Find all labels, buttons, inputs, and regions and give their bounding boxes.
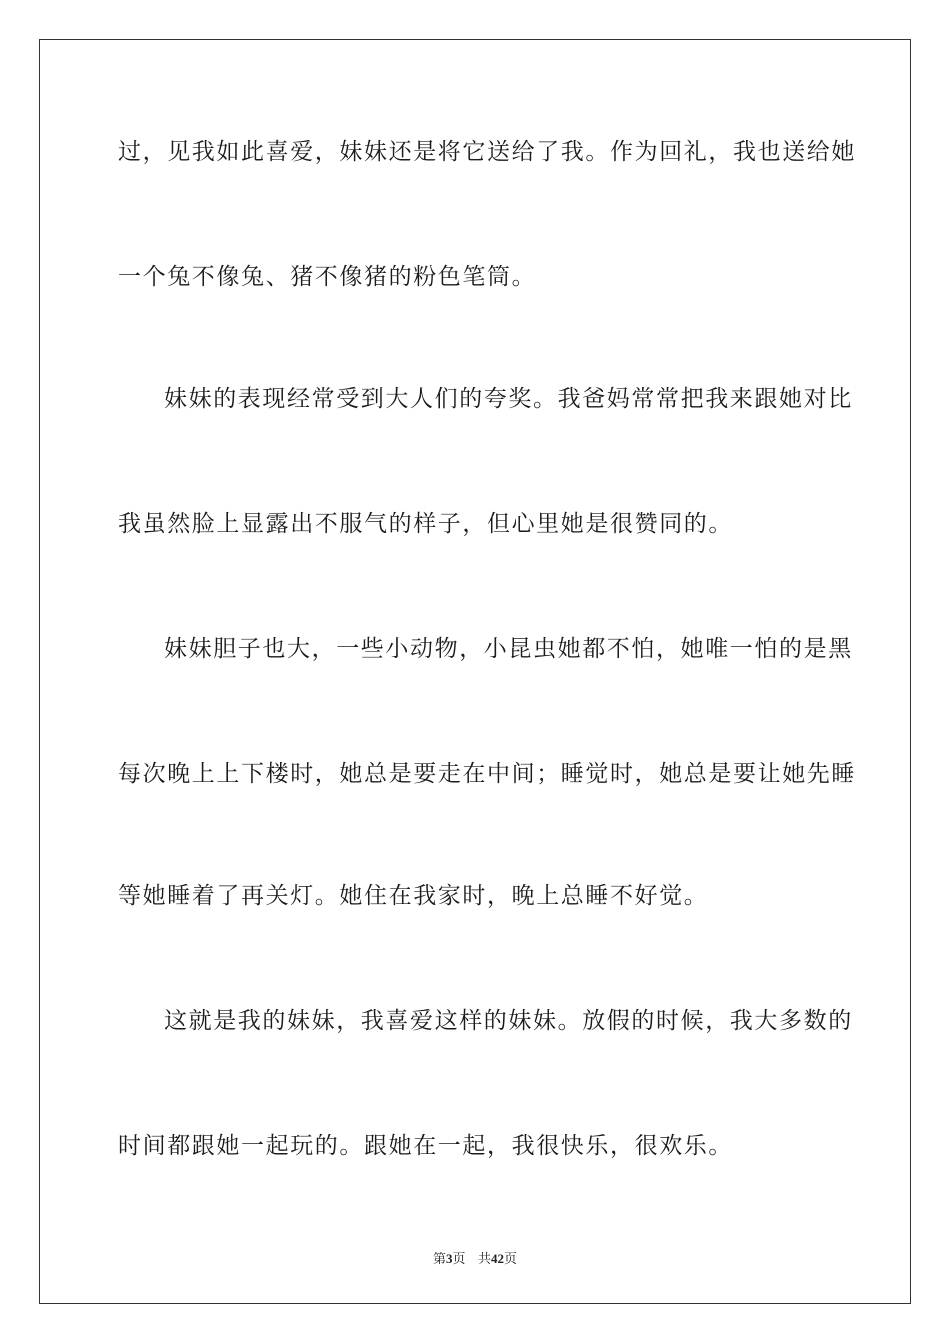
page-frame — [39, 39, 911, 1304]
text-line-indented: 妹妹胆子也大，一些小动物，小昆虫她都不怕，她唯一怕的是黑 — [164, 636, 853, 662]
page-suffix: 页 — [452, 1252, 466, 1267]
page-number: 3 — [446, 1251, 453, 1266]
text-line: 我虽然脸上显露出不服气的样子，但心里她是很赞同的。 — [118, 511, 733, 537]
text-line: 等她睡着了再关灯。她住在我家时，晚上总睡不好觉。 — [118, 883, 709, 909]
text-line: 一个兔不像兔、猪不像猪的粉色笔筒。 — [118, 264, 537, 290]
text-line: 时间都跟她一起玩的。跟她在一起，我很快乐，很欢乐。 — [118, 1133, 733, 1159]
total-pages: 42 — [490, 1251, 504, 1266]
text-line-indented: 这就是我的妹妹，我喜爱这样的妹妹。放假的时候，我大多数的 — [164, 1008, 853, 1034]
total-suffix: 页 — [503, 1252, 517, 1267]
text-line: 每次晚上上下楼时，她总是要走在中间；睡觉时，她总是要让她先睡 — [118, 761, 856, 787]
text-line: 过，见我如此喜爱，妹妹还是将它送给了我。作为回礼，我也送给她 — [118, 139, 856, 165]
page-footer — [0, 1248, 950, 1267]
page-prefix: 第 — [433, 1252, 447, 1267]
total-prefix: 共 — [477, 1252, 491, 1267]
text-line-indented: 妹妹的表现经常受到大人们的夸奖。我爸妈常常把我来跟她对比 — [164, 386, 853, 412]
